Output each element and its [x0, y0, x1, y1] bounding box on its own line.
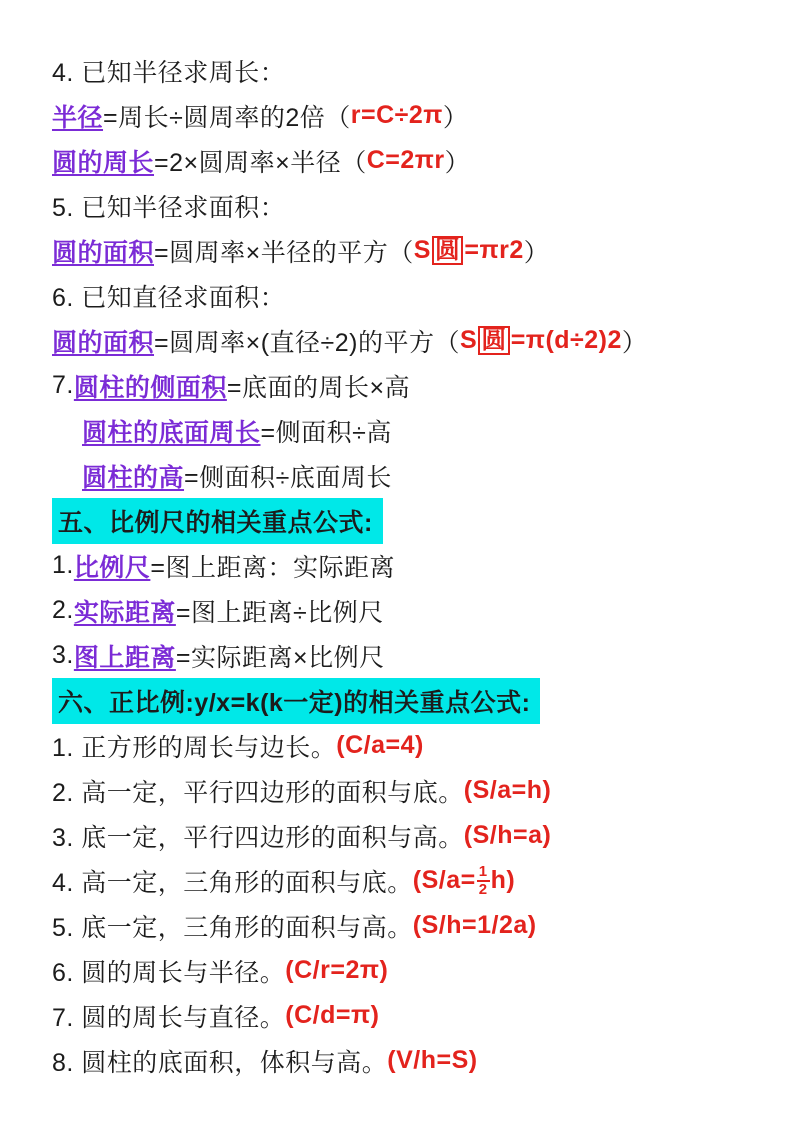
- body-text: 1. 正方形的周长与边长。: [52, 733, 337, 762]
- body-text: =2×圆周率×半径（: [154, 148, 367, 177]
- formula-line: [52, 858, 773, 903]
- formula-text: (S/a=h): [463, 776, 552, 804]
- formula-line: [52, 228, 773, 273]
- body-text: 3. 底一定，平行四边形的面积与高。: [52, 823, 464, 852]
- term-text: 圆的面积: [52, 238, 155, 267]
- formula-line: [52, 768, 773, 813]
- formula-text: r=C÷2π: [350, 101, 443, 129]
- body-text: 3.: [52, 641, 74, 669]
- formula-text: =π(d÷2)2: [510, 326, 622, 354]
- section-header: [52, 678, 540, 724]
- body-text: =图上距离÷比例尺: [175, 598, 384, 627]
- body-text: 6. 已知直径求面积：: [52, 283, 286, 312]
- body-text: =侧面积÷底面周长: [184, 463, 392, 492]
- boxed-char: 圆: [432, 236, 464, 265]
- formula-text: C=2πr: [366, 146, 445, 174]
- fraction-numerator: 1: [478, 862, 488, 880]
- body-text: =侧面积÷高: [260, 418, 392, 447]
- formula-line: [52, 948, 773, 993]
- formula-text: =πr2: [464, 236, 524, 264]
- term-text: 圆的周长: [52, 148, 155, 177]
- body-text: 5. 底一定，三角形的面积与高。: [52, 913, 413, 942]
- formula-text: (S/a=: [412, 866, 476, 894]
- formula-text: (C/d=π): [285, 1001, 380, 1029]
- term-text: 圆柱的底面周长: [82, 418, 261, 447]
- body-text: =圆周率×(直径÷2)的平方（: [154, 328, 460, 357]
- formula-text: (S/h=1/2a): [412, 911, 537, 939]
- term-text: 实际距离: [73, 598, 176, 627]
- body-text: 6. 圆的周长与半径。: [52, 958, 286, 987]
- term-text: 图上距离: [73, 643, 176, 672]
- formula-line: [52, 993, 773, 1038]
- body-text: =底面的周长×高: [226, 373, 411, 402]
- term-text: 圆的面积: [52, 328, 155, 357]
- formula-text: S: [460, 326, 478, 354]
- formula-line: [52, 138, 773, 183]
- formula-line: [52, 588, 773, 633]
- formula-line: [52, 813, 773, 858]
- formula-line: [52, 1038, 773, 1083]
- body-text: ）: [523, 238, 550, 267]
- body-text: 2. 高一定，平行四边形的面积与底。: [52, 778, 464, 807]
- formula-line: [52, 48, 773, 93]
- body-text: 4. 高一定，三角形的面积与底。: [52, 868, 413, 897]
- section-header-line: [52, 498, 773, 543]
- formula-text: (V/h=S): [387, 1046, 478, 1074]
- body-text: 5. 已知半径求面积：: [52, 193, 286, 222]
- body-text: 六、正比例:y/x=k(k一定)的相关重点公式:: [58, 688, 531, 717]
- body-text: =圆周率×半径的平方（: [154, 238, 414, 267]
- formula-text: S: [413, 236, 431, 264]
- formula-text: (C/a=4): [336, 731, 424, 759]
- formula-line: [52, 318, 773, 363]
- formula-line: [52, 273, 773, 318]
- body-text: =实际距离×比例尺: [175, 643, 385, 672]
- body-text: ）: [621, 328, 648, 357]
- term-text: 圆柱的高: [82, 463, 185, 492]
- formula-line: [52, 903, 773, 948]
- body-text: 1.: [52, 551, 74, 579]
- term-text: 半径: [52, 103, 104, 132]
- fraction: [477, 864, 490, 898]
- section-header: [52, 498, 383, 544]
- body-text: 4. 已知半径求周长：: [52, 58, 286, 87]
- formula-text: h): [490, 866, 516, 894]
- formula-line: [52, 633, 773, 678]
- formula-line: [52, 363, 773, 408]
- formula-line: [52, 408, 773, 453]
- body-text: =图上距离：实际距离: [150, 553, 395, 582]
- term-text: 圆柱的侧面积: [73, 373, 227, 402]
- section-header-line: [52, 678, 773, 723]
- body-text: 7. 圆的周长与直径。: [52, 1003, 286, 1032]
- term-text: 比例尺: [73, 553, 151, 582]
- fraction-denominator: 2: [478, 880, 488, 898]
- body-text: 8. 圆柱的底面积，体积与高。: [52, 1048, 388, 1077]
- body-text: 五、比例尺的相关重点公式:: [58, 508, 373, 537]
- formula-line: [52, 93, 773, 138]
- body-text: ）: [444, 148, 471, 177]
- formula-line: [52, 453, 773, 498]
- formula-text: (S/h=a): [463, 821, 552, 849]
- body-text: 2.: [52, 596, 74, 624]
- body-text: =周长÷圆周率的2倍（: [103, 103, 351, 132]
- boxed-char: 圆: [478, 326, 510, 355]
- formula-line: [52, 543, 773, 588]
- body-text: ）: [442, 103, 469, 132]
- formula-line: [52, 183, 773, 228]
- body-text: 7.: [52, 371, 74, 399]
- formula-text: (C/r=2π): [285, 956, 389, 984]
- formula-line: [52, 723, 773, 768]
